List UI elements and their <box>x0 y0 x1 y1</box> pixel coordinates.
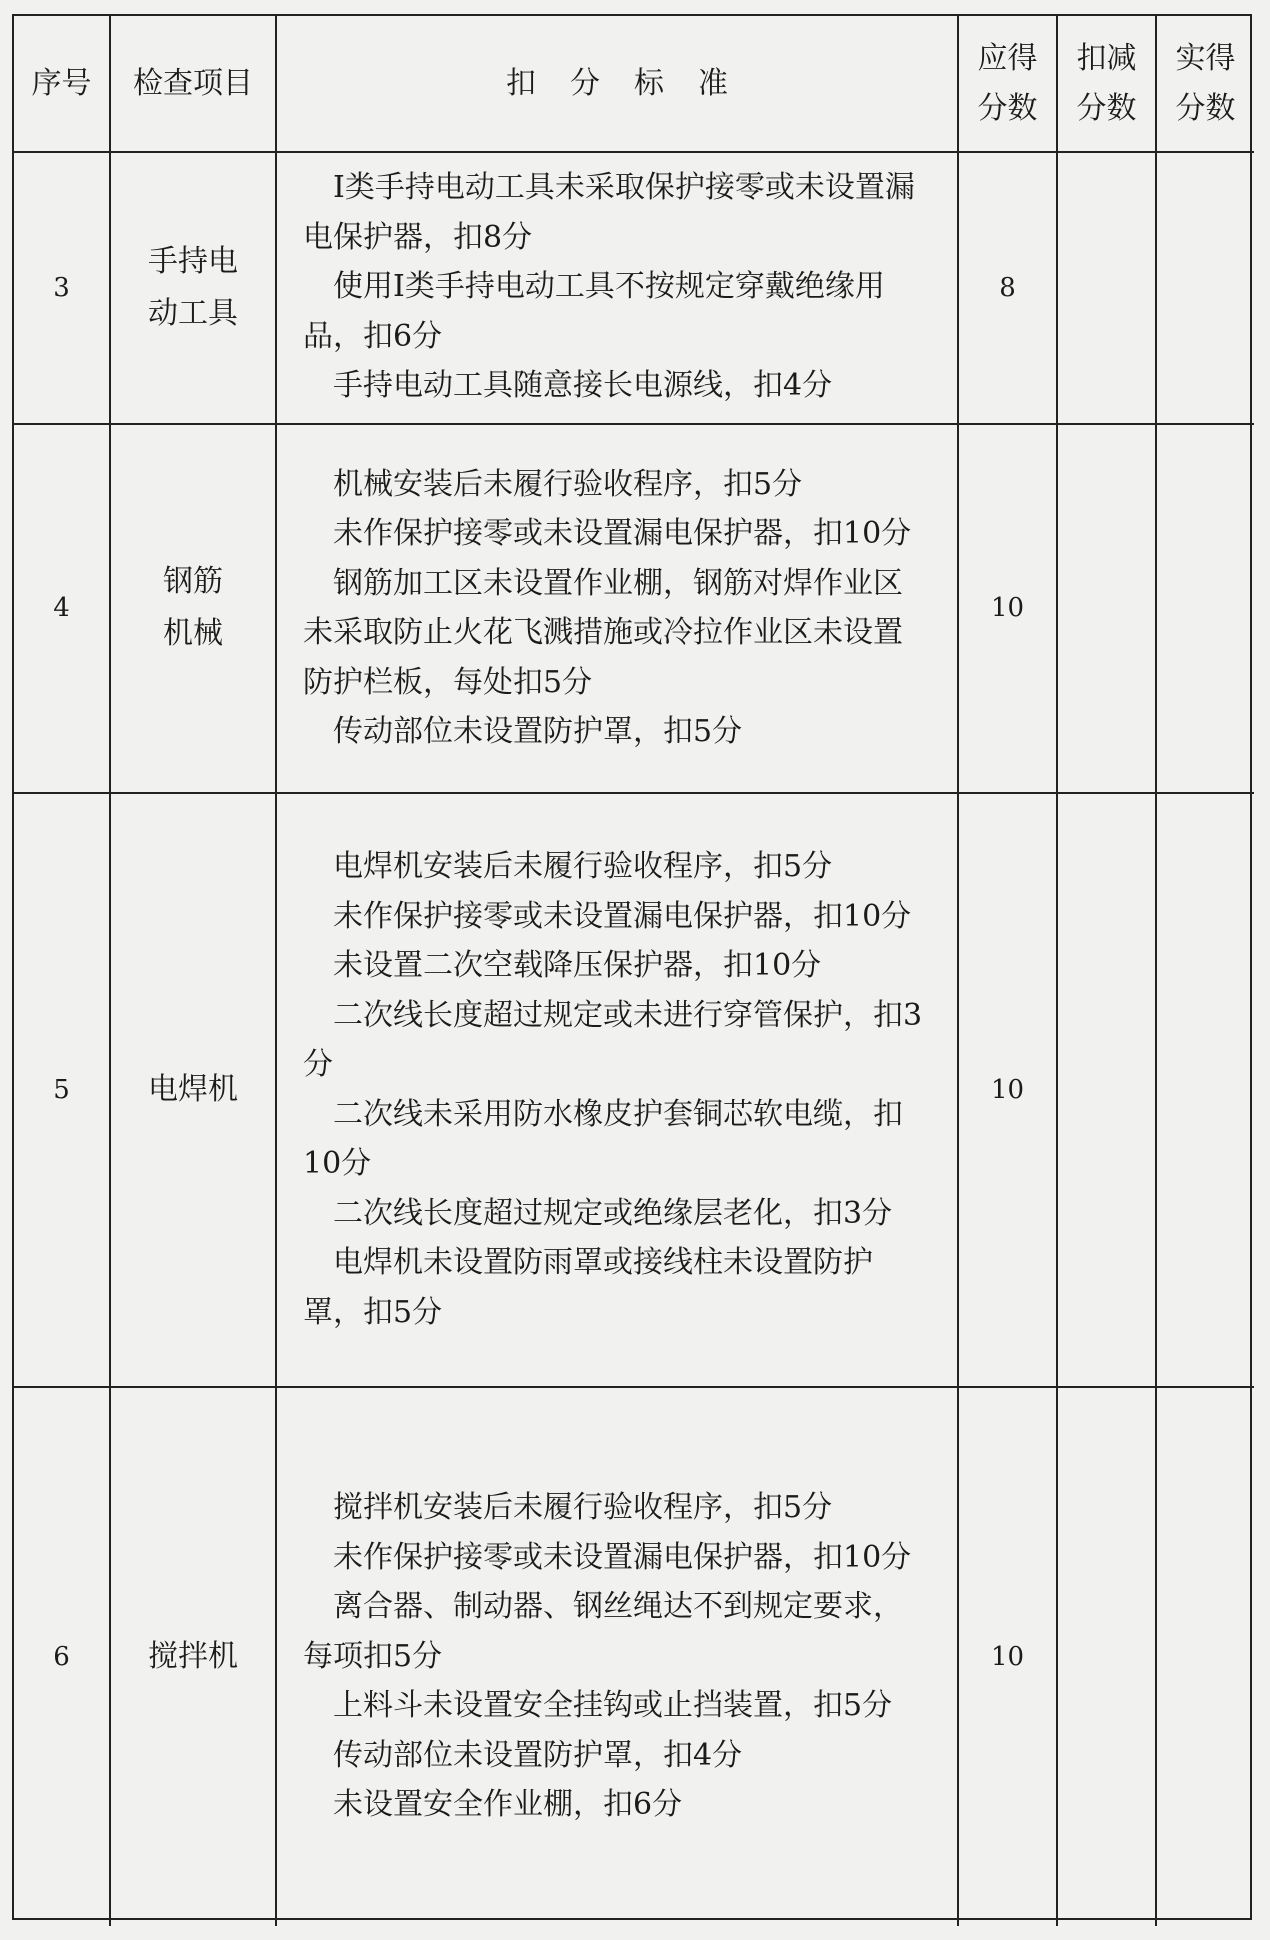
row-actual <box>1156 152 1254 424</box>
row-criteria <box>276 424 958 793</box>
criterion: 使用Ⅰ类手持电动工具不按规定穿戴绝缘用品，扣6分 <box>303 269 885 354</box>
row-deducted <box>1057 424 1156 793</box>
row-actual <box>1156 424 1254 793</box>
row-item-line: 搅拌机 <box>148 1638 238 1674</box>
row-item-line: 动工具 <box>148 295 238 331</box>
row-score: 10 <box>958 424 1057 793</box>
header-row <box>14 16 1254 152</box>
row-item-line: 手持电 <box>148 243 238 279</box>
criterion: 钢筋加工区未设置作业棚，钢筋对焊作业区未采取防止火花飞溅措施或冷拉作业区未设置防护栏板，每处扣5分 <box>303 565 903 700</box>
header-score <box>958 16 1057 152</box>
row-criteria <box>276 152 958 424</box>
row-number: 5 <box>14 793 110 1387</box>
header-actual-line: 分数 <box>1175 90 1236 126</box>
criterion: 电焊机未设置防雨罩或接线柱未设置防护罩，扣5分 <box>303 1245 873 1330</box>
criterion: 二次线长度超过规定或未进行穿管保护，扣3分 <box>303 997 923 1082</box>
table-row <box>14 1387 1254 1926</box>
header-actual <box>1156 16 1254 152</box>
table-row <box>14 152 1254 424</box>
row-item <box>110 152 276 424</box>
criterion: 电焊机安装后未履行验收程序，扣5分 <box>333 849 833 884</box>
row-deducted <box>1057 152 1156 424</box>
row-number: 3 <box>14 152 110 424</box>
row-actual <box>1156 1387 1254 1926</box>
row-number: 6 <box>14 1387 110 1926</box>
header-no: 序号 <box>14 16 110 152</box>
header-score-line: 应得 <box>977 40 1038 76</box>
header-actual-line: 实得 <box>1175 40 1236 76</box>
table-row <box>14 793 1254 1387</box>
criterion: 搅拌机安装后未履行验收程序，扣5分 <box>333 1490 833 1526</box>
criterion: 离合器、制动器、钢丝绳达不到规定要求，每项扣5分 <box>303 1589 903 1674</box>
table-row <box>14 424 1254 793</box>
row-item <box>110 1387 276 1926</box>
header-deducted-line: 分数 <box>1076 90 1137 126</box>
criterion: 传动部位未设置防护罩，扣4分 <box>333 1737 743 1773</box>
row-actual <box>1156 793 1254 1387</box>
criterion: 手持电动工具随意接长电源线，扣4分 <box>333 368 833 403</box>
criterion: 上料斗未设置安全挂钩或止挡装置，扣5分 <box>333 1688 893 1724</box>
criterion: 未作保护接零或未设置漏电保护器，扣10分 <box>333 516 912 551</box>
row-number: 4 <box>14 424 110 793</box>
inspection-table <box>12 14 1252 1920</box>
criterion: 二次线长度超过规定或绝缘层老化，扣3分 <box>333 1195 893 1231</box>
row-criteria <box>276 1387 958 1926</box>
header-score-line: 分数 <box>977 90 1038 126</box>
header-deducted-line: 扣减 <box>1076 40 1137 76</box>
row-item <box>110 424 276 793</box>
row-score: 10 <box>958 793 1057 1387</box>
row-score: 10 <box>958 1387 1057 1926</box>
criterion: 未作保护接零或未设置漏电保护器，扣10分 <box>333 898 912 934</box>
row-item-line: 钢筋 <box>163 564 223 599</box>
criterion: 二次线未采用防水橡皮护套铜芯软电缆，扣10分 <box>303 1096 903 1181</box>
criterion: 未作保护接零或未设置漏电保护器，扣10分 <box>333 1539 912 1575</box>
row-item-line: 电焊机 <box>148 1071 238 1107</box>
row-deducted <box>1057 793 1156 1387</box>
criterion: 机械安装后未履行验收程序，扣5分 <box>333 466 803 502</box>
row-score: 8 <box>958 152 1057 424</box>
row-deducted <box>1057 1387 1156 1926</box>
criterion: 未设置二次空载降压保护器，扣10分 <box>333 948 822 983</box>
header-deducted <box>1057 16 1156 152</box>
row-item <box>110 793 276 1387</box>
row-criteria <box>276 793 958 1387</box>
header-item: 检查项目 <box>110 16 276 152</box>
header-standard: 扣分标准 <box>276 16 958 152</box>
criterion: 传动部位未设置防护罩，扣5分 <box>333 714 743 749</box>
criterion: Ⅰ类手持电动工具未采取保护接零或未设置漏电保护器，扣8分 <box>303 170 915 255</box>
criterion: 未设置安全作业棚，扣6分 <box>333 1787 683 1823</box>
row-item-line: 机械 <box>163 616 223 651</box>
